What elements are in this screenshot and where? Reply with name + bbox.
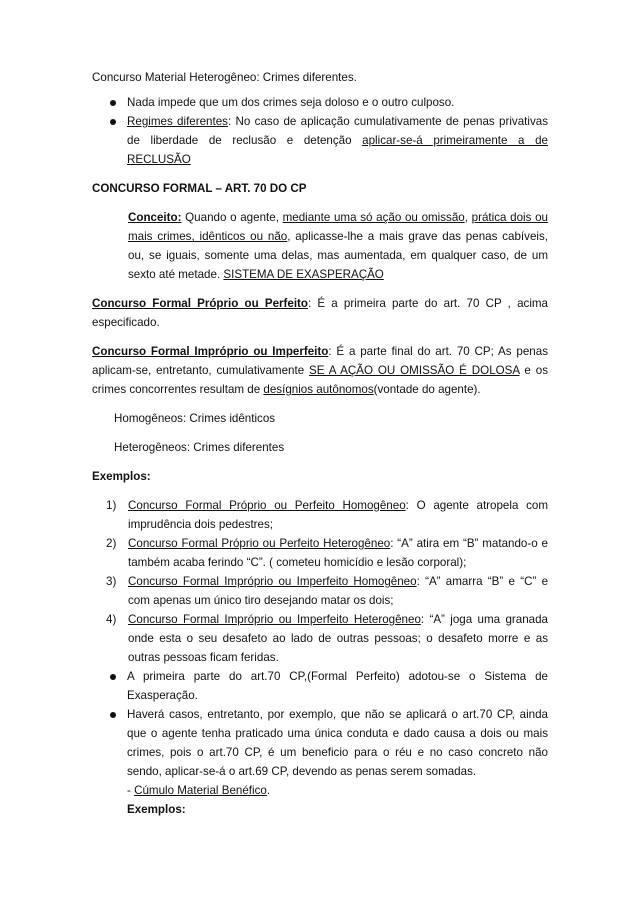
example-item: 2) Concurso Formal Próprio ou Perfeito Heterogêneo: “A” atira em “B” matando-o e também acaba ferindo “C”. ( cometeu homicídio e lesão corporal); — [106, 537, 548, 569]
underlined-term: Regimes diferentes — [127, 115, 228, 128]
bullet-icon — [110, 674, 116, 680]
section-heading: CONCURSO FORMAL – ART. 70 DO CP — [92, 182, 307, 195]
example-item: 1) Concurso Formal Próprio ou Perfeito Homogêneo: O agente atropela com imprudência dois pedestres; — [106, 499, 549, 531]
underlined-phrase: aplicar-se-á primeiramente a de RECLUSÃO — [127, 134, 549, 166]
intro-line: Concurso Material Heterogêneo: Crimes diferentes. — [92, 71, 357, 84]
exemplos-heading: Exemplos: — [92, 470, 151, 483]
example-item: 4) Concurso Formal Impróprio ou Imperfeito Heterogêneo: “A” joga uma granada onde esta o seu desafeto ao lado de outras pessoas; o desafeto morre e as outras pessoas ficam feridas. — [106, 613, 548, 664]
example-item: 3) Concurso Formal Impróprio ou Imperfeito Homogêneo: “A” amarra “B” e “C” e com apenas um único tiro desejando matar os dois; — [106, 575, 549, 607]
conceito-label: Conceito: — [128, 211, 182, 224]
homogeneos-line: Homogêneos: Crimes idênticos — [114, 412, 276, 425]
bullet-icon — [110, 100, 116, 106]
examples-list — [92, 496, 548, 667]
heterogeneos-line: Heterogêneos: Crimes diferentes — [114, 441, 285, 454]
bullet-icon — [110, 119, 116, 125]
exemplos-subheading: Exemplos: — [127, 803, 186, 816]
document-content — [92, 68, 548, 819]
sistema-label: SISTEMA DE EXASPERAÇÃO — [223, 268, 384, 281]
bullet-list-1 — [92, 93, 548, 169]
cumulo-term: Cúmulo Material Benéfico — [134, 784, 267, 797]
bullet-list-2 — [92, 667, 548, 819]
bullet-item: Regimes diferentes: No caso de aplicação cumulativamente de penas privativas de liberdade de reclusão e detenção aplicar-se-á primeiramente a de RECLUSÃO — [92, 112, 548, 169]
conceito-paragraph: Conceito: Quando o agente, mediante uma só ação ou omissão, prática dois ou mais crimes, idênticos ou não, aplicasse-lhe a mais grave das penas cabíveis, ou, se iguais, somente uma delas, mas aumentada, em qualquer caso, de um sexto até metade. SISTEMA DE EXASPERAÇÃO — [128, 211, 549, 281]
bullet-item: Haverá casos, entretanto, por exemplo, que não se aplicará o art.70 CP, ainda que o agente tenha praticado uma única conduta e dado causa a dois ou mais crimes, pois o art.70 CP, é um beneficio para o réu e no caso concreto não sendo, aplicar-se-á o art.69 CP, devendo as penas serem somadas. - Cúmulo Material Benéfico. Exemplos: — [92, 705, 548, 819]
bullet-icon — [110, 712, 116, 718]
bullet-item: A primeira parte do art.70 CP,(Formal Perfeito) adotou-se o Sistema de Exasperação. — [92, 667, 548, 705]
proprio-paragraph: Concurso Formal Próprio ou Perfeito: É a primeira parte do art. 70 CP , acima especificado. — [92, 297, 548, 329]
improprio-paragraph: Concurso Formal Impróprio ou Imperfeito: É a parte final do art. 70 CP; As penas aplicam-se, entretanto, cumulativamente SE A AÇÃO OU OMISSÃO É DOLOSA e os crimes concorrentes resultam de desígnios autônomos(vontade do agente). — [92, 345, 548, 396]
bullet-item: Nada impede que um dos crimes seja doloso e o outro culposo. — [92, 93, 548, 112]
